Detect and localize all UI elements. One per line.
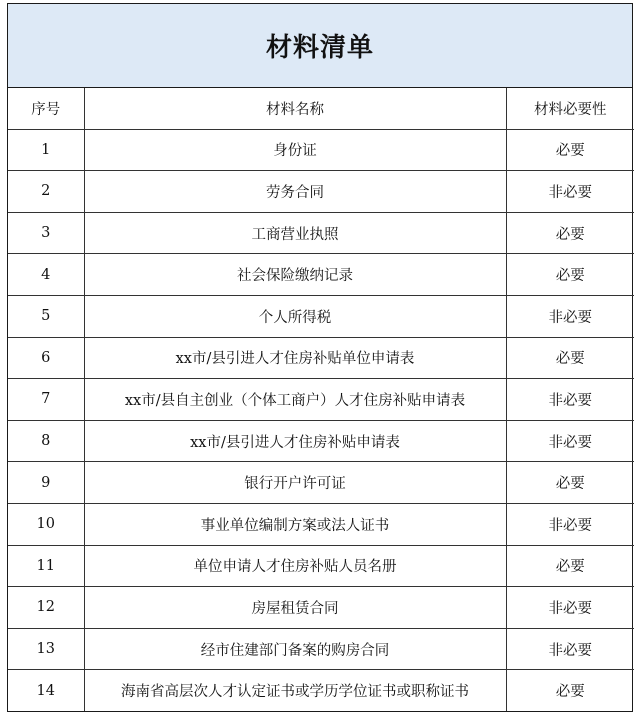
row-name: 身份证 [84, 129, 506, 171]
row-necessity: 非必要 [506, 171, 634, 213]
header-name: 材料名称 [84, 88, 506, 129]
row-name: xx市/县引进人才住房补贴单位申请表 [84, 337, 506, 379]
table-row [8, 503, 634, 545]
header-index: 序号 [8, 88, 84, 129]
table-row [8, 129, 634, 171]
row-name: 社会保险缴纳记录 [84, 254, 506, 296]
table-row [8, 337, 634, 379]
row-necessity: 必要 [506, 545, 634, 587]
row-name: xx市/县引进人才住房补贴申请表 [84, 420, 506, 462]
row-necessity: 必要 [506, 254, 634, 296]
header-necessity: 材料必要性 [506, 88, 634, 129]
row-name: 经市住建部门备案的购房合同 [84, 628, 506, 670]
row-name: 银行开户许可证 [84, 462, 506, 504]
row-name: 海南省高层次人才认定证书或学历学位证书或职称证书 [84, 670, 506, 711]
row-name: 工商营业执照 [84, 212, 506, 254]
row-index: 13 [8, 628, 84, 670]
row-index: 6 [8, 337, 84, 379]
materials-table [7, 3, 633, 712]
materials-grid [8, 88, 634, 711]
row-necessity: 非必要 [506, 295, 634, 337]
row-index: 14 [8, 670, 84, 711]
table-row [8, 628, 634, 670]
row-index: 12 [8, 587, 84, 629]
row-index: 5 [8, 295, 84, 337]
row-necessity: 必要 [506, 670, 634, 711]
row-index: 2 [8, 171, 84, 213]
table-title: 材料清单 [265, 33, 374, 63]
table-row [8, 295, 634, 337]
title-row [8, 4, 632, 88]
row-name: 事业单位编制方案或法人证书 [84, 503, 506, 545]
table-row [8, 254, 634, 296]
row-index: 8 [8, 420, 84, 462]
row-necessity: 必要 [506, 212, 634, 254]
row-name: 个人所得税 [84, 295, 506, 337]
row-necessity: 非必要 [506, 503, 634, 545]
row-necessity: 必要 [506, 337, 634, 379]
header-row [8, 88, 634, 129]
row-index: 11 [8, 545, 84, 587]
row-index: 10 [8, 503, 84, 545]
row-index: 1 [8, 129, 84, 171]
row-index: 4 [8, 254, 84, 296]
row-index: 9 [8, 462, 84, 504]
table-row [8, 171, 634, 213]
row-necessity: 非必要 [506, 379, 634, 421]
row-necessity: 非必要 [506, 628, 634, 670]
table-row [8, 420, 634, 462]
row-necessity: 必要 [506, 462, 634, 504]
row-name: 房屋租赁合同 [84, 587, 506, 629]
table-row [8, 379, 634, 421]
table-row [8, 670, 634, 711]
table-row [8, 545, 634, 587]
table-body [8, 129, 634, 711]
row-index: 7 [8, 379, 84, 421]
row-name: xx市/县自主创业（个体工商户）人才住房补贴申请表 [84, 379, 506, 421]
row-necessity: 必要 [506, 129, 634, 171]
table-row [8, 462, 634, 504]
table-row [8, 587, 634, 629]
row-necessity: 非必要 [506, 587, 634, 629]
row-index: 3 [8, 212, 84, 254]
row-name: 劳务合同 [84, 171, 506, 213]
row-name: 单位申请人才住房补贴人员名册 [84, 545, 506, 587]
table-row [8, 212, 634, 254]
row-necessity: 非必要 [506, 420, 634, 462]
